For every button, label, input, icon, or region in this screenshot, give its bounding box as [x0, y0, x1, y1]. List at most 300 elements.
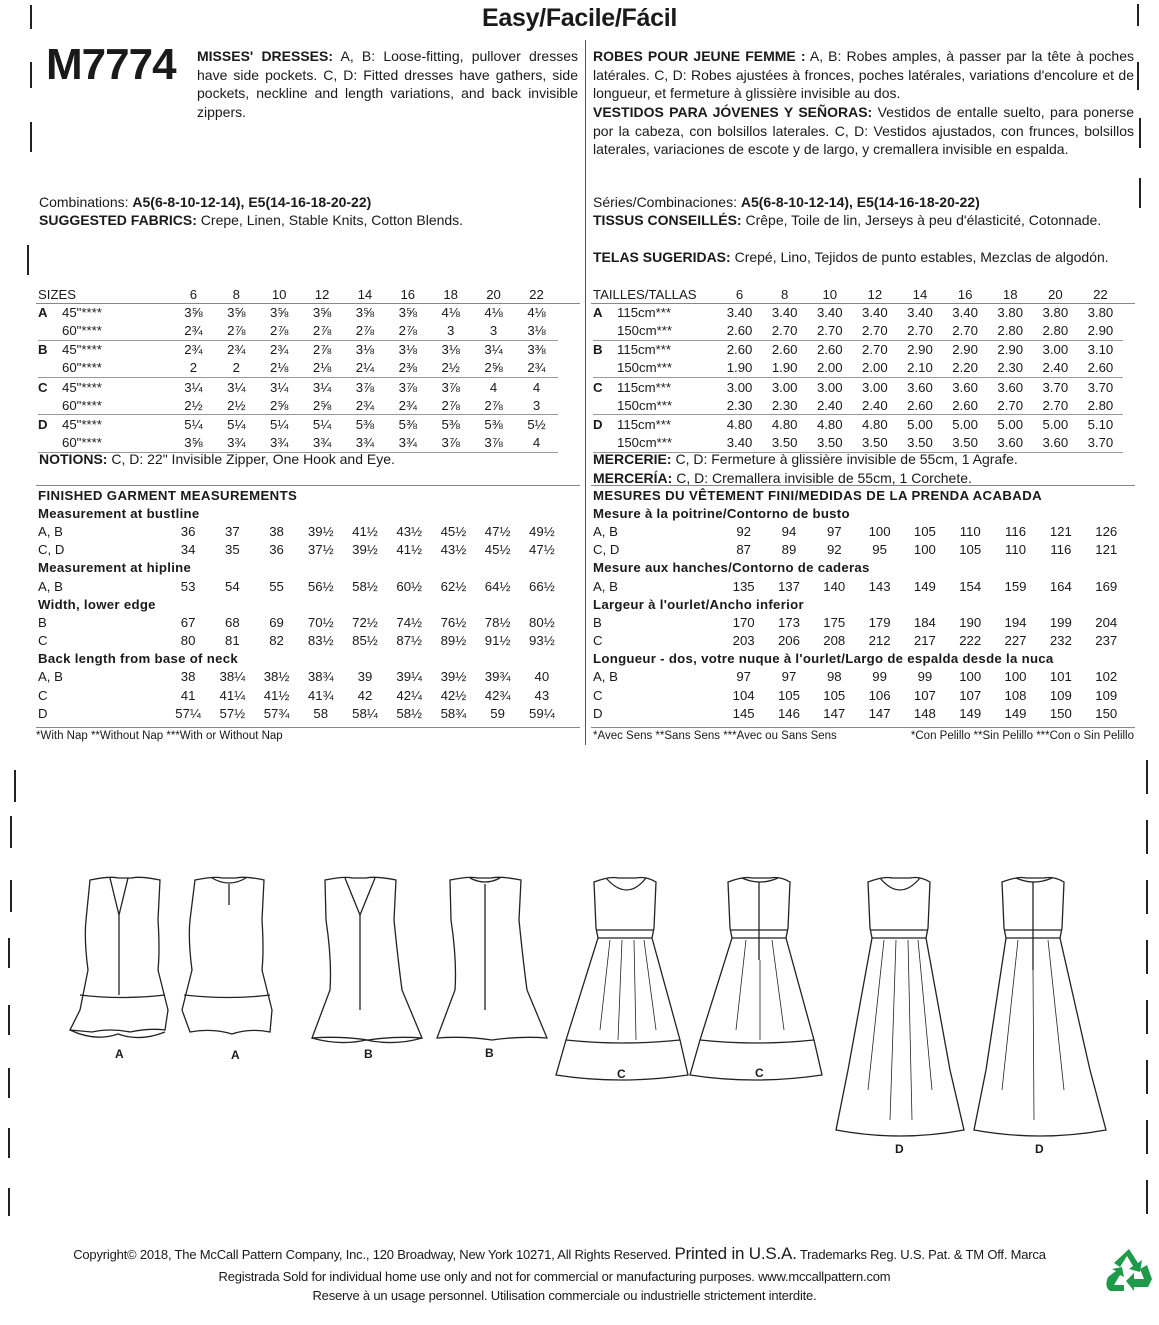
yardage-value: 4⅛	[484, 304, 503, 320]
size-header-row	[593, 285, 1123, 303]
yardage-value: 3.50	[862, 435, 888, 451]
size-header-label: TAILLES/TALLAS	[593, 286, 697, 302]
measurement-value: 87	[736, 542, 751, 558]
margin-mark	[27, 245, 29, 275]
margin-mark	[8, 1188, 10, 1216]
fabrics-en-label: SUGGESTED FABRICS:	[39, 212, 197, 228]
yardage-value: 3.80	[1087, 304, 1114, 320]
yardage-value: 2⅝	[312, 397, 332, 413]
view-label: A, B	[593, 669, 618, 685]
description-es-title: VESTIDOS PARA JÓVENES Y SEÑORAS:	[593, 104, 873, 120]
size-header-cell: 20	[486, 286, 501, 302]
view-label: D	[593, 416, 603, 432]
measurement-value: 58½	[352, 578, 378, 594]
yardage-value: 3¼	[270, 379, 289, 395]
measurement-value: 106	[868, 687, 891, 703]
measurement-value: 36	[269, 542, 284, 558]
yardage-value: 3.60	[997, 379, 1024, 395]
measurement-value: 57¾	[263, 705, 290, 721]
measurement-value: 66½	[529, 578, 555, 594]
measurement-value: 148	[913, 705, 936, 721]
yardage-value: 2.00	[816, 360, 843, 376]
dress-c-back	[690, 878, 822, 1081]
view-label: C, D	[38, 542, 65, 558]
measurement-row	[38, 686, 564, 704]
view-label: B	[38, 614, 47, 630]
margin-mark	[1146, 1180, 1148, 1214]
yardage-value: 5.00	[1042, 416, 1069, 432]
view-label: A	[593, 304, 603, 320]
yardage-value: 3⅝	[270, 304, 289, 320]
fabrics-fr	[593, 211, 1134, 230]
view-label: A, B	[38, 523, 63, 539]
margin-mark	[30, 122, 32, 152]
size-header-cell: 14	[357, 286, 373, 302]
nap-note-en: *With Nap **Without Nap ***With or Without Nap	[36, 730, 283, 742]
yardage-value: 3⅞	[398, 379, 417, 395]
dress-d-back	[974, 878, 1106, 1137]
measurement-value: 102	[1095, 669, 1118, 685]
measurement-value: 39½	[352, 542, 378, 558]
rule	[36, 727, 580, 728]
description-fr-body: A, B: Robes amples, à passer par la tête à poches latérales. C, D: Robes ajustées à fronces, poches latérales, variations d'encolure et de longueur, et fermeture à glissière invisible au dos.	[593, 48, 1134, 101]
description-es-body: Vestidos de entalle suelto, para ponerse por la cabeza, con bolsillos laterales. C, D: Vestidos ajustados, con frunces, bolsillos laterales, variaciones de escote y de largo, y cremallera invisible en espalda.	[593, 104, 1135, 157]
yardage-table-en	[38, 285, 558, 453]
yardage-value: 3¼	[184, 379, 203, 395]
view-label	[38, 321, 62, 340]
yardage-value: 5¼	[227, 416, 246, 432]
measurement-value: 126	[1095, 523, 1118, 539]
description-en	[197, 47, 578, 121]
yardage-row	[38, 415, 558, 434]
measurement-value: 72½	[352, 614, 378, 630]
measurement-value: 99	[917, 669, 933, 685]
dress-d-front	[836, 878, 964, 1137]
view-label: A, B	[593, 578, 618, 594]
measurement-value: 43½	[396, 523, 423, 539]
yardage-value: 2¾	[184, 342, 203, 358]
measurement-value: 116	[1005, 523, 1027, 539]
view-label: A, B	[593, 523, 618, 539]
yardage-value: 3	[489, 322, 498, 338]
fabric-width: 150cm***	[617, 322, 672, 338]
yardage-value: 4.80	[816, 416, 843, 432]
yardage-value: 4.80	[771, 416, 798, 432]
measurement-value: 87½	[396, 633, 423, 649]
measurement-row	[593, 577, 1129, 595]
measurement-value: 212	[868, 633, 891, 649]
measurement-value: 150	[1049, 705, 1072, 721]
yardage-value: 3.60	[952, 379, 978, 395]
yardage-value: 3⅜	[527, 342, 546, 358]
measurement-group-label: Longueur - dos, votre nuque à l'ourlet/Largo de espalda desde la nuca	[593, 651, 1054, 667]
measurement-group-label: Back length from base of neck	[38, 651, 238, 667]
yardage-row	[38, 303, 558, 321]
dress-b-front	[312, 877, 422, 1042]
margin-mark	[30, 62, 32, 88]
figure-label: D	[1035, 1142, 1044, 1156]
measurement-value: 74½	[396, 614, 423, 630]
yardage-value: 3.70	[1042, 379, 1069, 395]
yardage-value: 2½	[184, 397, 203, 413]
measurement-row	[38, 704, 564, 722]
yardage-value: 5½	[527, 416, 546, 432]
size-header-row	[38, 285, 558, 303]
fabric-width: 45"****	[62, 342, 102, 358]
yardage-value: 3.80	[997, 304, 1024, 320]
yardage-value: 2½	[227, 397, 246, 413]
yardage-value: 2.10	[907, 360, 933, 376]
yardage-value: 2¾	[270, 342, 289, 358]
margin-mark	[1139, 118, 1141, 148]
view-label: A, B	[38, 578, 63, 594]
measurement-group-label: Measurement at hipline	[38, 560, 192, 576]
notions-en	[39, 450, 579, 469]
measurement-value: 53	[180, 578, 196, 594]
yardage-value: 2.00	[862, 360, 888, 376]
measurement-value: 38	[180, 669, 196, 685]
measurement-value: 35	[224, 542, 240, 558]
dress-b-back	[437, 877, 547, 1040]
measurement-row	[38, 577, 564, 595]
figure-label: C	[617, 1067, 626, 1081]
measurement-value: 38¼	[219, 669, 246, 685]
measurement-value: 94	[781, 523, 797, 539]
size-header-cell: 10	[822, 286, 838, 302]
description-fr	[593, 47, 1134, 103]
nap-note-es-text: *Con Pelillo **Sin Pelillo ***Con o Sin Pelillo	[910, 730, 1134, 742]
yardage-row	[38, 377, 558, 396]
measurement-row	[38, 541, 564, 559]
measurement-value: 89	[781, 542, 797, 558]
measurement-value: 140	[823, 578, 846, 594]
fabric-width: 115cm***	[617, 342, 671, 358]
measurement-group-row	[38, 595, 564, 613]
yardage-value: 2⅞	[441, 397, 460, 413]
yardage-value: 2.70	[771, 322, 798, 338]
view-label: B	[593, 614, 602, 630]
measurement-value: 217	[913, 633, 936, 649]
notions-fr	[593, 450, 1134, 469]
measurement-value: 107	[959, 687, 982, 703]
view-label: C	[38, 687, 48, 703]
measurement-value: 110	[1005, 542, 1027, 558]
yardage-value: 2.30	[771, 397, 798, 413]
measurement-value: 206	[777, 633, 800, 649]
measurement-value: 190	[959, 614, 982, 630]
fabric-width: 115cm***	[617, 416, 671, 432]
measurement-value: 60½	[396, 578, 423, 594]
margin-mark	[1137, 62, 1139, 90]
measurements-title: MESURES DU VÊTEMENT FINI/MEDIDAS DE LA PRENDA ACABADA	[593, 487, 1043, 503]
size-header-cell: 22	[1093, 286, 1108, 302]
measurement-value: 100	[959, 669, 982, 685]
measurement-value: 59¼	[529, 705, 555, 721]
measurement-value: 40	[534, 669, 550, 685]
measurement-value: 104	[732, 687, 755, 703]
measurement-value: 208	[823, 633, 846, 649]
measurement-value: 57½	[219, 705, 246, 721]
description-es	[593, 103, 1134, 159]
yardage-value: 2.40	[862, 397, 888, 413]
yardage-value: 3⅝	[227, 304, 246, 320]
measurement-value: 150	[1095, 705, 1118, 721]
measurements-title-row	[593, 486, 1129, 504]
yardage-value: 2.70	[1042, 397, 1069, 413]
footer-trademark: Trademarks Reg. U.S. Pat. & TM Off. Marca	[799, 1247, 1046, 1262]
measurement-row	[38, 668, 564, 686]
size-header-cell: 18	[443, 286, 459, 302]
rule	[591, 727, 1135, 728]
yardage-row	[593, 321, 1123, 340]
fabric-width: 150cm***	[617, 397, 672, 413]
yardage-value: 3.00	[816, 379, 843, 395]
yardage-value: 2¼	[355, 360, 375, 376]
measurements-table-en	[38, 486, 564, 722]
size-header-cell: 8	[232, 286, 240, 302]
measurement-value: 232	[1049, 633, 1072, 649]
measurement-value: 58¼	[352, 705, 378, 721]
view-label: A	[38, 304, 48, 320]
measurement-value: 121	[1049, 523, 1072, 539]
yardage-value: 2.40	[1042, 360, 1069, 376]
yardage-value: 3¼	[227, 379, 246, 395]
yardage-value: 3.40	[907, 304, 933, 320]
measurement-value: 38	[269, 523, 284, 539]
yardage-value: 3⅛	[355, 342, 375, 358]
notions-en-value: C, D: 22" Invisible Zipper, One Hook and Eye.	[111, 451, 395, 467]
measurement-value: 137	[777, 578, 800, 594]
yardage-value: 3⅛	[527, 322, 546, 338]
yardage-value: 3⅞	[441, 379, 460, 395]
measurement-value: 149	[913, 578, 936, 594]
measurement-value: 39	[357, 669, 373, 685]
footer-copyright: Copyright© 2018, The McCall Pattern Company, Inc., 120 Broadway, New York 10271, All Rights Reserved.	[73, 1247, 672, 1262]
yardage-value: 3.40	[771, 304, 798, 320]
combinations-fr-values: A5(6-8-10-12-14), E5(14-16-18-20-22)	[740, 194, 980, 210]
yardage-value: 2.60	[771, 342, 798, 358]
measurement-group-row	[593, 595, 1129, 613]
measurement-value: 147	[823, 705, 846, 721]
page-title: Easy/Facile/Fácil	[481, 4, 678, 32]
yardage-value: 3.70	[1087, 379, 1114, 395]
yardage-value: 3.40	[726, 304, 753, 320]
size-header-cell: 14	[912, 286, 928, 302]
yardage-value: 3⅞	[484, 435, 503, 451]
measurement-value: 41¼	[219, 687, 246, 703]
measurement-value: 175	[823, 614, 846, 630]
measurement-value: 80½	[529, 614, 555, 630]
measurements-table-fr	[593, 486, 1129, 722]
measurement-value: 95	[872, 542, 887, 558]
yardage-value: 3.70	[1087, 435, 1114, 451]
description-fr-title: ROBES POUR JEUNE FEMME :	[593, 48, 806, 64]
yardage-value: 3.00	[862, 379, 888, 395]
measurement-row	[38, 522, 564, 540]
measurement-value: 68	[224, 614, 240, 630]
measurement-value: 41½	[396, 542, 423, 558]
yardage-value: 2.60	[952, 397, 978, 413]
measurement-row	[593, 686, 1129, 704]
measurement-value: 47½	[529, 542, 555, 558]
measurement-value: 81	[224, 633, 240, 649]
measurement-value: 41½	[263, 687, 290, 703]
fabric-width: 115cm***	[617, 379, 671, 395]
yardage-value: 3.80	[1042, 304, 1069, 320]
measurement-value: 43	[534, 687, 550, 703]
measurement-value: 76½	[440, 614, 467, 630]
fabrics-en	[39, 211, 579, 230]
measurement-value: 83½	[307, 633, 334, 649]
measurement-value: 41¾	[307, 687, 334, 703]
yardage-value: 3.60	[1042, 435, 1069, 451]
combinations-fr	[593, 193, 1134, 212]
fabrics-es	[593, 248, 1134, 267]
view-label: C	[38, 633, 48, 649]
yardage-value: 3.40	[816, 304, 843, 320]
measurement-value: 145	[732, 705, 755, 721]
measurement-value: 203	[732, 633, 755, 649]
view-label	[38, 396, 62, 415]
footer-line-2: Registrada Sold for individual home use only and not for commercial or manufacturing purposes. www.mccallpattern.com	[218, 1269, 891, 1284]
yardage-value: 2⅞	[312, 342, 332, 358]
measurement-value: 57¼	[175, 705, 201, 721]
yardage-value: 5⅜	[398, 416, 417, 432]
yardage-value: 5¼	[312, 416, 332, 432]
measurement-value: 169	[1095, 578, 1118, 594]
size-header-cell: 18	[1002, 286, 1018, 302]
yardage-value: 2.80	[1042, 322, 1069, 338]
measurement-value: 222	[959, 633, 982, 649]
yardage-value: 2.40	[816, 397, 843, 413]
measurement-value: 59	[490, 705, 505, 721]
measurement-value: 47½	[484, 523, 511, 539]
fabrics-es-label: TELAS SUGERIDAS:	[593, 249, 731, 265]
measurement-row	[593, 632, 1129, 650]
garment-illustrations	[0, 860, 1159, 1160]
view-label: C, D	[593, 542, 620, 558]
yardage-value: 2.90	[997, 342, 1024, 358]
yardage-value: 2.80	[997, 322, 1024, 338]
measurement-group-label: Mesure aux hanches/Contorno de caderas	[593, 560, 870, 576]
measurement-value: 100	[913, 542, 936, 558]
measurement-value: 67	[180, 614, 196, 630]
footer-line-1	[0, 1244, 1139, 1264]
view-label: C	[593, 687, 603, 703]
dress-c-front	[556, 878, 688, 1081]
fabric-width: 60"****	[62, 397, 102, 413]
yardage-value: 3.50	[907, 435, 933, 451]
yardage-row	[38, 396, 558, 415]
measurement-value: 146	[777, 705, 800, 721]
yardage-value: 3¾	[312, 435, 332, 451]
fabrics-fr-value: Crêpe, Toile de lin, Jerseys à peu d'élasticité, Cotonnade.	[745, 212, 1102, 228]
yardage-row	[593, 359, 1123, 378]
view-label: D	[593, 705, 603, 721]
measurement-value: 38½	[263, 669, 290, 685]
measurement-value: 184	[913, 614, 936, 630]
measurement-value: 45½	[484, 542, 511, 558]
measurement-value: 54	[224, 578, 240, 594]
yardage-value: 2.30	[726, 397, 753, 413]
combinations-en	[39, 193, 579, 212]
measurement-value: 99	[872, 669, 887, 685]
footer-line-3: Reserve à un usage personnel. Utilisation commerciale ou industrielle strictement interdite.	[312, 1288, 817, 1303]
yardage-value: 2⅜	[398, 360, 417, 376]
margin-mark	[1146, 760, 1148, 794]
yardage-row	[593, 415, 1123, 434]
combinations-en-label: Combinations:	[39, 194, 129, 210]
yardage-value: 3¾	[398, 435, 417, 451]
measurement-value: 49½	[529, 523, 555, 539]
yardage-value: 5.10	[1087, 416, 1114, 432]
yardage-value: 3⅞	[441, 435, 460, 451]
yardage-value: 4.80	[726, 416, 753, 432]
yardage-value: 4⅛	[441, 304, 460, 320]
measurement-group-row	[38, 559, 564, 577]
view-label: D	[38, 416, 48, 432]
yardage-value: 5¼	[270, 416, 289, 432]
yardage-value: 4	[532, 435, 541, 451]
yardage-value: 2⅞	[270, 322, 289, 338]
yardage-value: 2¾	[227, 342, 246, 358]
measurement-value: 82	[269, 633, 284, 649]
measurement-value: 109	[1095, 687, 1118, 703]
yardage-value: 4.80	[862, 416, 888, 432]
yardage-row	[38, 321, 558, 340]
yardage-row	[38, 340, 558, 359]
yardage-table-fr	[593, 285, 1123, 453]
yardage-value: 5.00	[952, 416, 978, 432]
measurement-value: 194	[1004, 614, 1027, 630]
view-label: B	[38, 342, 48, 358]
measurement-value: 39¾	[484, 669, 511, 685]
measurement-value: 98	[826, 669, 842, 685]
figure-label: B	[364, 1047, 373, 1061]
measurement-group-label: Largeur à l'ourlet/Ancho inferior	[593, 596, 804, 612]
margin-mark	[14, 770, 16, 802]
fabric-width: 45"****	[62, 416, 102, 432]
measurement-value: 149	[959, 705, 982, 721]
measurement-value: 55	[269, 578, 284, 594]
fabrics-fr-label: TISSUS CONSEILLÉS:	[593, 212, 742, 228]
measurement-value: 110	[959, 523, 981, 539]
size-header-cell: 16	[400, 286, 416, 302]
yardage-value: 2.90	[952, 342, 978, 358]
measurement-row	[593, 613, 1129, 631]
yardage-value: 5⅜	[441, 416, 460, 432]
footer-printed: Printed in U.S.A.	[674, 1244, 797, 1263]
description-en-title: MISSES' DRESSES:	[197, 48, 334, 64]
description-en-body: A, B: Loose-fitting, pullover dresses have side pockets. C, D: Fitted dresses have gathers, side pockets, neckline and length variations, and back invisible zippers.	[197, 48, 578, 120]
yardage-value: 3.40	[862, 304, 888, 320]
measurement-value: 45½	[440, 523, 467, 539]
yardage-value: 4⅛	[527, 304, 546, 320]
yardage-value: 2	[232, 360, 240, 376]
nap-note-fr	[593, 730, 1134, 742]
yardage-value: 2.80	[1087, 397, 1114, 413]
yardage-value: 3⅝	[184, 435, 203, 451]
measurement-row	[38, 613, 564, 631]
yardage-row	[593, 340, 1123, 359]
measurement-value: 143	[868, 578, 891, 594]
margin-mark	[10, 816, 12, 848]
measurement-value: 97	[781, 669, 797, 685]
measurements-title: FINISHED GARMENT MEASUREMENTS	[38, 487, 298, 503]
measurement-value: 42	[357, 687, 373, 703]
view-label: C	[593, 379, 603, 395]
yardage-value: 3¾	[270, 435, 289, 451]
